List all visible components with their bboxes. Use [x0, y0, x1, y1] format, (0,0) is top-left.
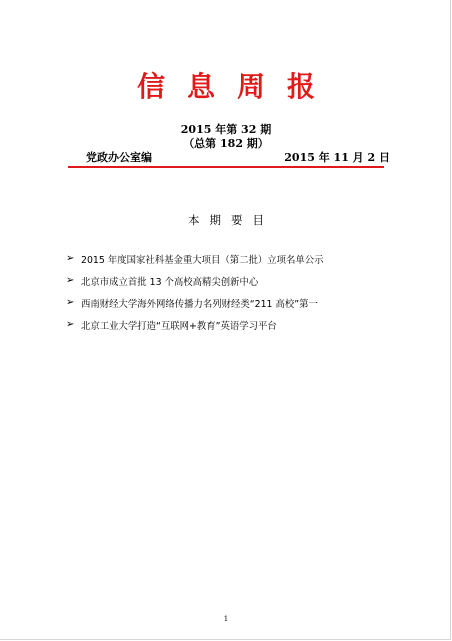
publication-date: 2015 年 11 月 2 日 [284, 151, 390, 164]
arrowhead-bullet-icon: ➢ [66, 297, 75, 308]
total-issue-number: （总第 182 期） [183, 137, 269, 150]
contents-item-text: 北京市成立首批 13 个高校高精尖创新中心 [81, 277, 259, 288]
contents-item-text: 2015 年度国家社科基金重大项目（第二批）立项名单公示 [81, 255, 324, 266]
arrowhead-bullet-icon: ➢ [66, 275, 75, 286]
contents-item [66, 248, 396, 270]
arrowhead-bullet-icon: ➢ [66, 319, 75, 330]
arrowhead-bullet-icon: ➢ [66, 253, 75, 264]
page-number: 1 [223, 615, 229, 623]
newsletter-title: 信息周报 [136, 70, 337, 103]
contents-item-text: 北京工业大学打造“互联网+教育”英语学习平台 [81, 321, 277, 332]
contents-item [66, 314, 396, 336]
publisher: 党政办公室编 [86, 151, 152, 164]
contents-heading: 本期要目 [188, 213, 274, 227]
contents-item-text: 西南财经大学海外网络传播力名列财经类“211 高校”第一 [81, 299, 318, 310]
contents-list [66, 248, 396, 336]
contents-item [66, 292, 396, 314]
header-divider [68, 166, 384, 168]
contents-item [66, 270, 396, 292]
issue-number: 2015 年第 32 期 [180, 123, 272, 136]
